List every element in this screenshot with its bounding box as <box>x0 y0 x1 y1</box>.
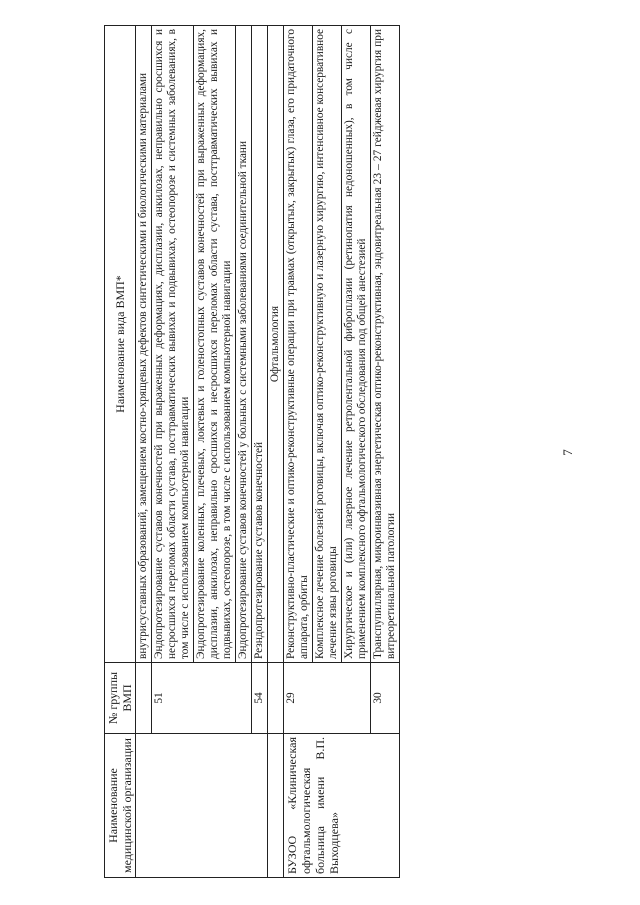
vmp-table <box>104 25 400 878</box>
vmp-cell: Транспупиллярная, микроинвазивная энергетическая оптико-реконструктивная, эндовитреальная 23 – 27 гейджевая хирургия при витреоретинальной патологии <box>371 26 400 663</box>
section-empty-group <box>268 663 284 734</box>
table-row <box>136 26 152 878</box>
group-cell <box>136 663 152 734</box>
header-organization: Наименование медицинской организации <box>105 734 136 878</box>
table-header-row <box>105 26 136 878</box>
group-cell: 30 <box>371 663 400 734</box>
vmp-cell: Эндопротезирование суставов конечностей у больных с системными заболеваниями соединительной ткани <box>236 26 252 663</box>
group-cell: 29 <box>284 663 371 734</box>
section-empty-org <box>268 734 284 878</box>
group-cell: 51 <box>152 663 252 734</box>
organization-cell-empty <box>136 734 268 878</box>
vmp-cell: Эндопротезирование суставов конечностей при выраженных деформациях, дисплазии, анкилозах, неправильно сросшихся и несросшихся переломах области сустава, посттравматических вывихах и подвывихах, остеопорозе и системных заболеваниях, в том числе с использованием компьютерной навигации <box>152 26 194 663</box>
vmp-cell: Комплексное лечение болезней роговицы, включая оптико-реконструктивную и лазерную хирургию, интенсивное консервативное лечение язвы роговицы <box>313 26 342 663</box>
vmp-cell: внутрисуставных образований, замещением костно-хрящевых дефектов синтетическими и биологическими материалами <box>136 26 152 663</box>
table-row <box>284 26 313 878</box>
organization-name: БУЗОО «Клиническая офтальмологическая больница имени В.П. Выходцева» <box>284 734 400 878</box>
group-cell: 54 <box>252 663 268 734</box>
vmp-cell: Резндопротезирование суставов конечностей <box>252 26 268 663</box>
section-title: Офтальмология <box>268 26 284 663</box>
section-row <box>268 26 284 878</box>
vmp-cell: Хирургическое и (или) лазерное лечение ретролентальной фиброплазии (ретинопатия недоношенных), в том числе с применением комплексного офтальмологического обследования под общей анестезией <box>342 26 371 663</box>
vmp-cell: Реконструктивно-пластические и оптико-реконструктивные операции при травмах (открытых, закрытых) глаза, его придаточного аппарата, орбиты <box>284 26 313 663</box>
vmp-cell: Эндопротезирование коленных, плечевых, локтевых и голеностопных суставов конечностей при выраженных деформациях, дисплазии, анкилозах, неправильно сросшихся и несросшихся переломах области сустава, посттравматических вывихах и подвывихах, остеопорозе, в том числе с использованием компьютерной навигации <box>194 26 236 663</box>
header-group-number: № группы ВМП <box>105 663 136 734</box>
header-vmp-name: Наименование вида ВМП* <box>105 26 136 663</box>
page-number: 7 <box>560 449 575 456</box>
